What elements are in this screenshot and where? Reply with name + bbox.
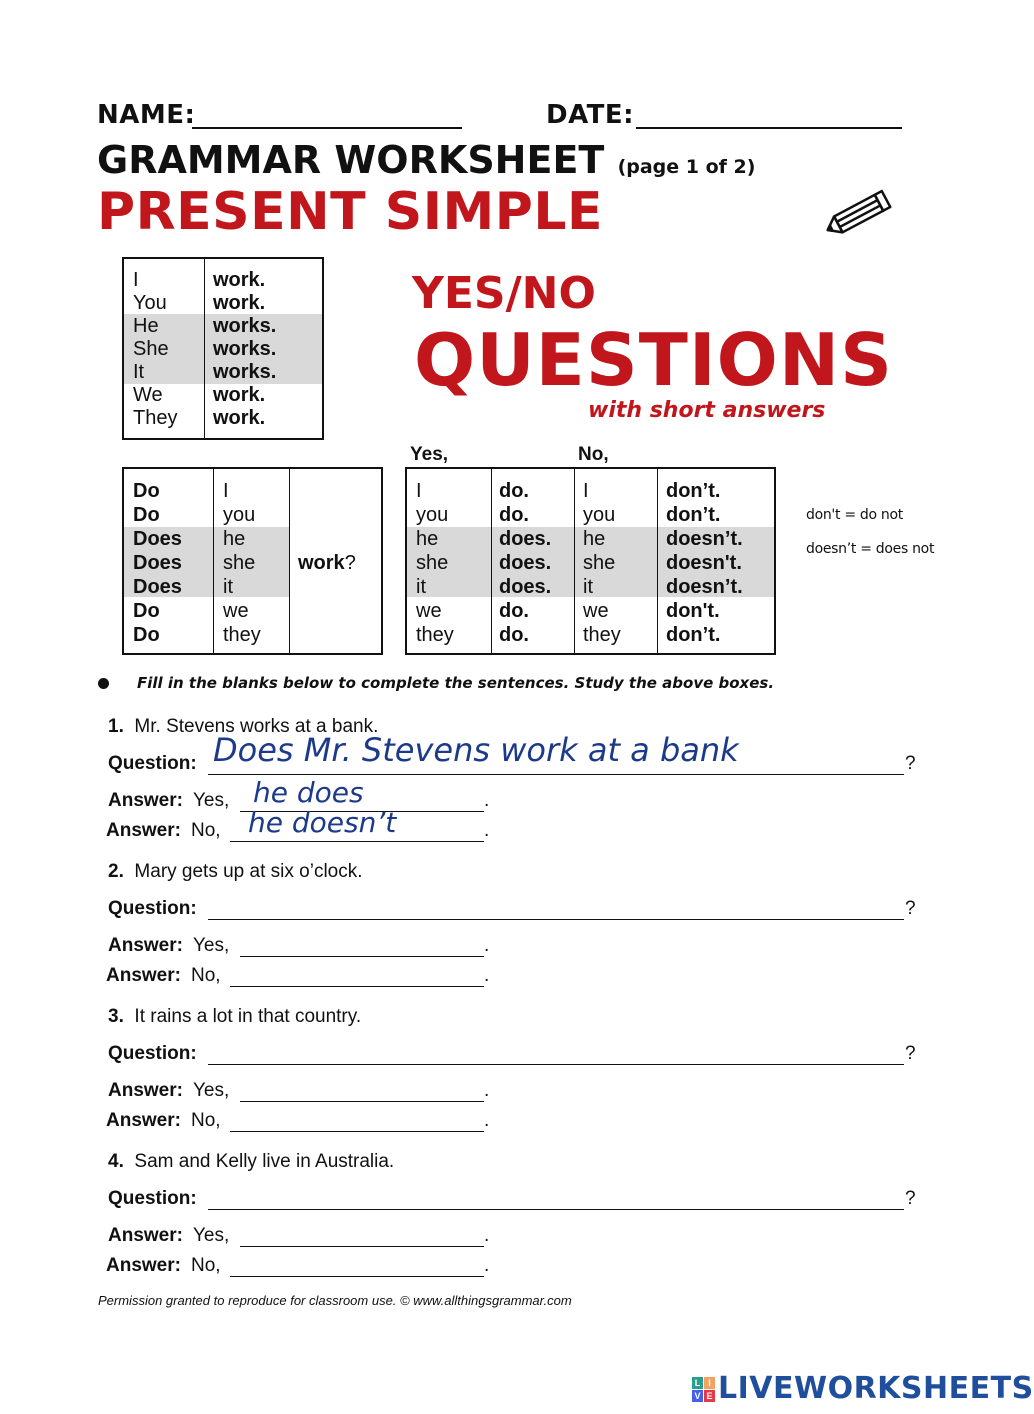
yes-verb-cell: do. [499, 600, 529, 622]
liveworksheets-logo-icon [692, 1377, 716, 1403]
no-verb-cell: doesn’t. [666, 528, 743, 550]
no-prefix: No, [191, 1255, 221, 1276]
question-blank[interactable] [208, 1064, 904, 1065]
banner-line2: QUESTIONS [414, 318, 893, 402]
question-table [122, 467, 383, 655]
answer-table [405, 467, 776, 655]
answer-label: Answer: [106, 1255, 181, 1276]
subject-cell: You [133, 292, 167, 314]
column-divider [204, 259, 205, 438]
footer-copyright: Permission granted to reproduce for classroom use. © www.allthingsgrammar.com [98, 1293, 572, 1308]
logo-tile-i: I [704, 1377, 715, 1389]
subject-cell: I [133, 269, 139, 291]
exercise-sentence: Sam and Kelly live in Australia. [134, 1151, 395, 1172]
no-verb-cell: don’t. [666, 504, 721, 526]
no-verb-cell: doesn’t. [666, 576, 743, 598]
logo-tile-e: E [704, 1390, 715, 1402]
question-label: Question: [108, 1188, 197, 1209]
yes-period: . [484, 1080, 490, 1101]
worksheet-title-text: GRAMMAR WORKSHEET [97, 138, 605, 182]
yes-subject-cell: it [416, 576, 426, 598]
question-label: Question: [108, 898, 197, 919]
column-divider [574, 469, 575, 653]
verb-qmark: ? [344, 552, 356, 574]
banner-line3: with short answers [588, 398, 826, 423]
no-prefix: No, [191, 965, 221, 986]
no-subject-cell: he [583, 528, 606, 550]
no-heading: No, [578, 444, 609, 465]
no-answer-blank[interactable] [230, 1131, 484, 1132]
bullet-icon [98, 678, 109, 689]
note-dont: don't = do not [806, 507, 903, 523]
name-field[interactable] [192, 127, 462, 129]
exercise-prompt [108, 861, 363, 883]
topic-title: PRESENT SIMPLE [97, 182, 604, 242]
column-divider [213, 469, 214, 653]
no-subject-cell: we [583, 600, 609, 622]
aux-cell: Does [133, 552, 182, 574]
conjugation-table [122, 257, 324, 440]
verb-cell: works. [213, 361, 277, 383]
exercise-sentence: It rains a lot in that country. [134, 1006, 362, 1027]
aux-cell: Do [133, 480, 160, 502]
yes-subject-cell: they [416, 624, 454, 646]
worksheet-title [97, 138, 755, 182]
answer-label: Answer: [108, 1225, 183, 1246]
no-verb-cell: doesn't. [666, 552, 742, 574]
yes-prefix: Yes, [193, 1080, 230, 1101]
yes-verb-cell: does. [499, 576, 552, 598]
exercise-sentence: Mr. Stevens works at a bank. [134, 716, 379, 737]
yes-subject-cell: he [416, 528, 439, 550]
name-label: NAME: [97, 100, 196, 130]
yes-subject-cell: I [416, 480, 422, 502]
yes-verb-cell: do. [499, 504, 529, 526]
exercise-prompt [108, 1151, 394, 1173]
no-period: . [484, 1110, 490, 1131]
answer-label: Answer: [106, 820, 181, 841]
no-answer-blank[interactable] [230, 841, 484, 842]
verb-cell: works. [213, 315, 277, 337]
no-verb-cell: don’t. [666, 624, 721, 646]
yes-answer-blank[interactable] [240, 956, 484, 957]
verb-cell: work. [213, 269, 266, 291]
instructions: Fill in the blanks below to complete the sentences. Study the above boxes. [137, 674, 775, 692]
yes-answer-blank[interactable] [240, 1101, 484, 1102]
no-answer-blank[interactable] [230, 1276, 484, 1277]
no-answer-handwriting[interactable]: he doesn’t [248, 806, 397, 839]
question-label: Question: [108, 753, 197, 774]
subject-cell: I [223, 480, 229, 502]
yes-subject-cell: we [416, 600, 442, 622]
banner-line1: YES/NO [412, 268, 596, 319]
yes-verb-cell: do. [499, 480, 529, 502]
no-prefix: No, [191, 1110, 221, 1131]
yes-answer-blank[interactable] [240, 1246, 484, 1247]
page-note: (page 1 of 2) [617, 156, 756, 178]
date-field[interactable] [636, 127, 902, 129]
exercise-number: 4. [108, 1151, 124, 1172]
answer-label: Answer: [108, 790, 183, 811]
verb-cell: works. [213, 338, 277, 360]
verb-cell [298, 551, 356, 575]
subject-cell: They [133, 407, 178, 429]
exercise-number: 1. [108, 716, 124, 737]
exercise-prompt [108, 1006, 361, 1028]
no-period: . [484, 1255, 490, 1276]
answer-label: Answer: [106, 1110, 181, 1131]
exercise-number: 2. [108, 861, 124, 882]
question-blank[interactable] [208, 1209, 904, 1210]
yes-period: . [484, 935, 490, 956]
verb-cell: work. [213, 292, 266, 314]
yes-verb-cell: does. [499, 528, 552, 550]
question-answer-handwriting[interactable]: Does Mr. Stevens work at a bank [213, 731, 739, 769]
column-divider [657, 469, 658, 653]
answer-label: Answer: [108, 1080, 183, 1101]
no-answer-blank[interactable] [230, 986, 484, 987]
aux-cell: Do [133, 624, 160, 646]
aux-cell: Does [133, 528, 182, 550]
logo-tile-l: L [692, 1377, 703, 1389]
verb-cell: work. [213, 384, 266, 406]
verb-text: work [298, 552, 345, 574]
no-period: . [484, 965, 490, 986]
question-label: Question: [108, 1043, 197, 1064]
liveworksheets-brand[interactable]: LIVEWORKSHEETS [718, 1371, 1034, 1406]
aux-cell: Does [133, 576, 182, 598]
pencil-icon [822, 184, 898, 244]
yes-subject-cell: you [416, 504, 449, 526]
no-verb-cell: don’t. [666, 480, 721, 502]
question-mark: ? [905, 1043, 916, 1064]
question-mark: ? [905, 898, 916, 919]
subject-cell: you [223, 504, 256, 526]
yes-verb-cell: does. [499, 552, 552, 574]
answer-label: Answer: [108, 935, 183, 956]
verb-cell: work. [213, 407, 266, 429]
subject-cell: they [223, 624, 261, 646]
no-subject-cell: you [583, 504, 616, 526]
yes-answer-handwriting[interactable]: he does [253, 776, 364, 809]
exercise-number: 3. [108, 1006, 124, 1027]
yes-period: . [484, 790, 490, 811]
subject-cell: She [133, 338, 169, 360]
no-prefix: No, [191, 820, 221, 841]
subject-cell: We [133, 384, 163, 406]
question-mark: ? [905, 753, 916, 774]
no-subject-cell: it [583, 576, 593, 598]
logo-tile-v: V [692, 1390, 703, 1402]
subject-cell: he [223, 528, 246, 550]
yes-heading: Yes, [410, 444, 449, 465]
aux-cell: Do [133, 600, 160, 622]
subject-cell: she [223, 552, 256, 574]
yes-period: . [484, 1225, 490, 1246]
question-mark: ? [905, 1188, 916, 1209]
yes-verb-cell: do. [499, 624, 529, 646]
no-subject-cell: I [583, 480, 589, 502]
note-doesnt: doesn’t = does not [806, 541, 935, 557]
question-blank[interactable] [208, 774, 904, 775]
yes-prefix: Yes, [193, 790, 230, 811]
subject-cell: It [133, 361, 145, 383]
yes-subject-cell: she [416, 552, 449, 574]
subject-cell: it [223, 576, 233, 598]
subject-cell: He [133, 315, 159, 337]
subject-cell: we [223, 600, 249, 622]
exercise-sentence: Mary gets up at six o’clock. [134, 861, 363, 882]
column-divider [491, 469, 492, 653]
date-label: DATE: [546, 100, 635, 130]
no-period: . [484, 820, 490, 841]
answer-label: Answer: [106, 965, 181, 986]
no-subject-cell: they [583, 624, 621, 646]
no-subject-cell: she [583, 552, 616, 574]
yes-prefix: Yes, [193, 1225, 230, 1246]
no-verb-cell: don't. [666, 600, 720, 622]
column-divider [289, 469, 290, 653]
aux-cell: Do [133, 504, 160, 526]
yes-prefix: Yes, [193, 935, 230, 956]
question-blank[interactable] [208, 919, 904, 920]
